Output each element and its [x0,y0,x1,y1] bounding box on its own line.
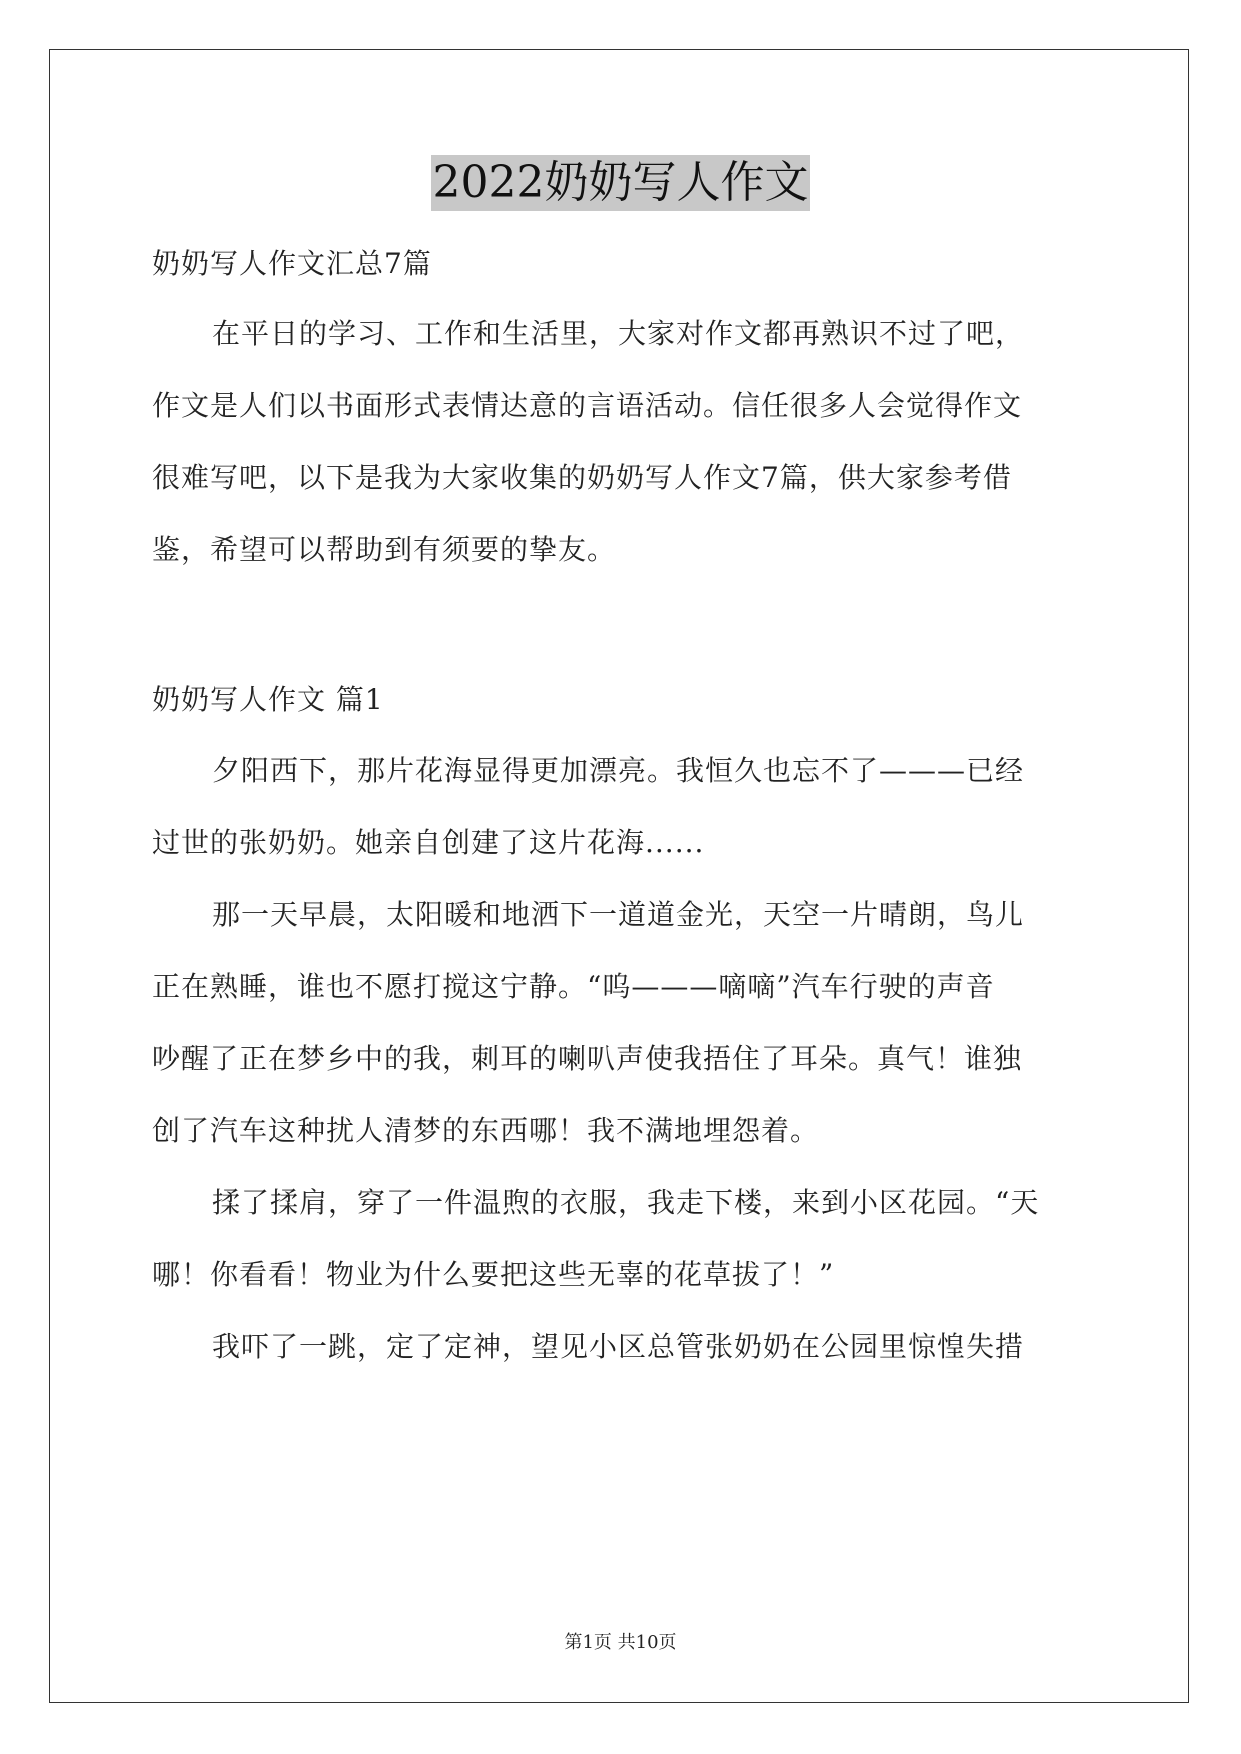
intro-line: 鉴，希望可以帮助到有须要的挚友。 [152,533,617,566]
intro-line: 作文是人们以书面形式表情达意的言语活动。信任很多人会觉得作文 [152,389,1023,422]
page-footer: 第1页 共10页 [564,1632,677,1653]
intro-line: 很难写吧，以下是我为大家收集的奶奶写人作文7篇，供大家参考借 [152,461,1012,494]
paragraph-line: 那一天早晨，太阳暖和地洒下一道道金光，天空一片晴朗，鸟儿 [212,898,1025,931]
paragraph-line: 我吓了一跳，定了定神，望见小区总管张奶奶在公园里惊惶失措 [212,1330,1025,1363]
paragraph-line: 揉了揉肩，穿了一件温煦的衣服，我走下楼，来到小区花园。“天 [212,1186,1040,1219]
paragraph-line: 创了汽车这种扰人清梦的东西哪！我不满地埋怨着。 [152,1114,820,1147]
section-heading: 奶奶写人作文 篇1 [152,683,384,716]
title-wrap [0,155,1241,211]
paragraph-line: 吵醒了正在梦乡中的我，刺耳的喇叭声使我捂住了耳朵。真气！谁独 [152,1042,1023,1075]
subtitle: 奶奶写人作文汇总7篇 [152,247,432,280]
paragraph-line: 夕阳西下，那片花海显得更加漂亮。我恒久也忘不了———已经 [212,754,1025,787]
document-title: 2022奶奶写人作文 [431,155,811,211]
paragraph-line: 哪！你看看！物业为什么要把这些无辜的花草拔了！” [152,1258,835,1291]
paragraph-line: 正在熟睡，谁也不愿打搅这宁静。“呜———嘀嘀”汽车行驶的声音 [152,970,995,1003]
page-border [49,49,1189,1703]
paragraph-line: 过世的张奶奶。她亲自创建了这片花海...... [152,826,705,859]
intro-line: 在平日的学习、工作和生活里，大家对作文都再熟识不过了吧， [212,317,1025,350]
